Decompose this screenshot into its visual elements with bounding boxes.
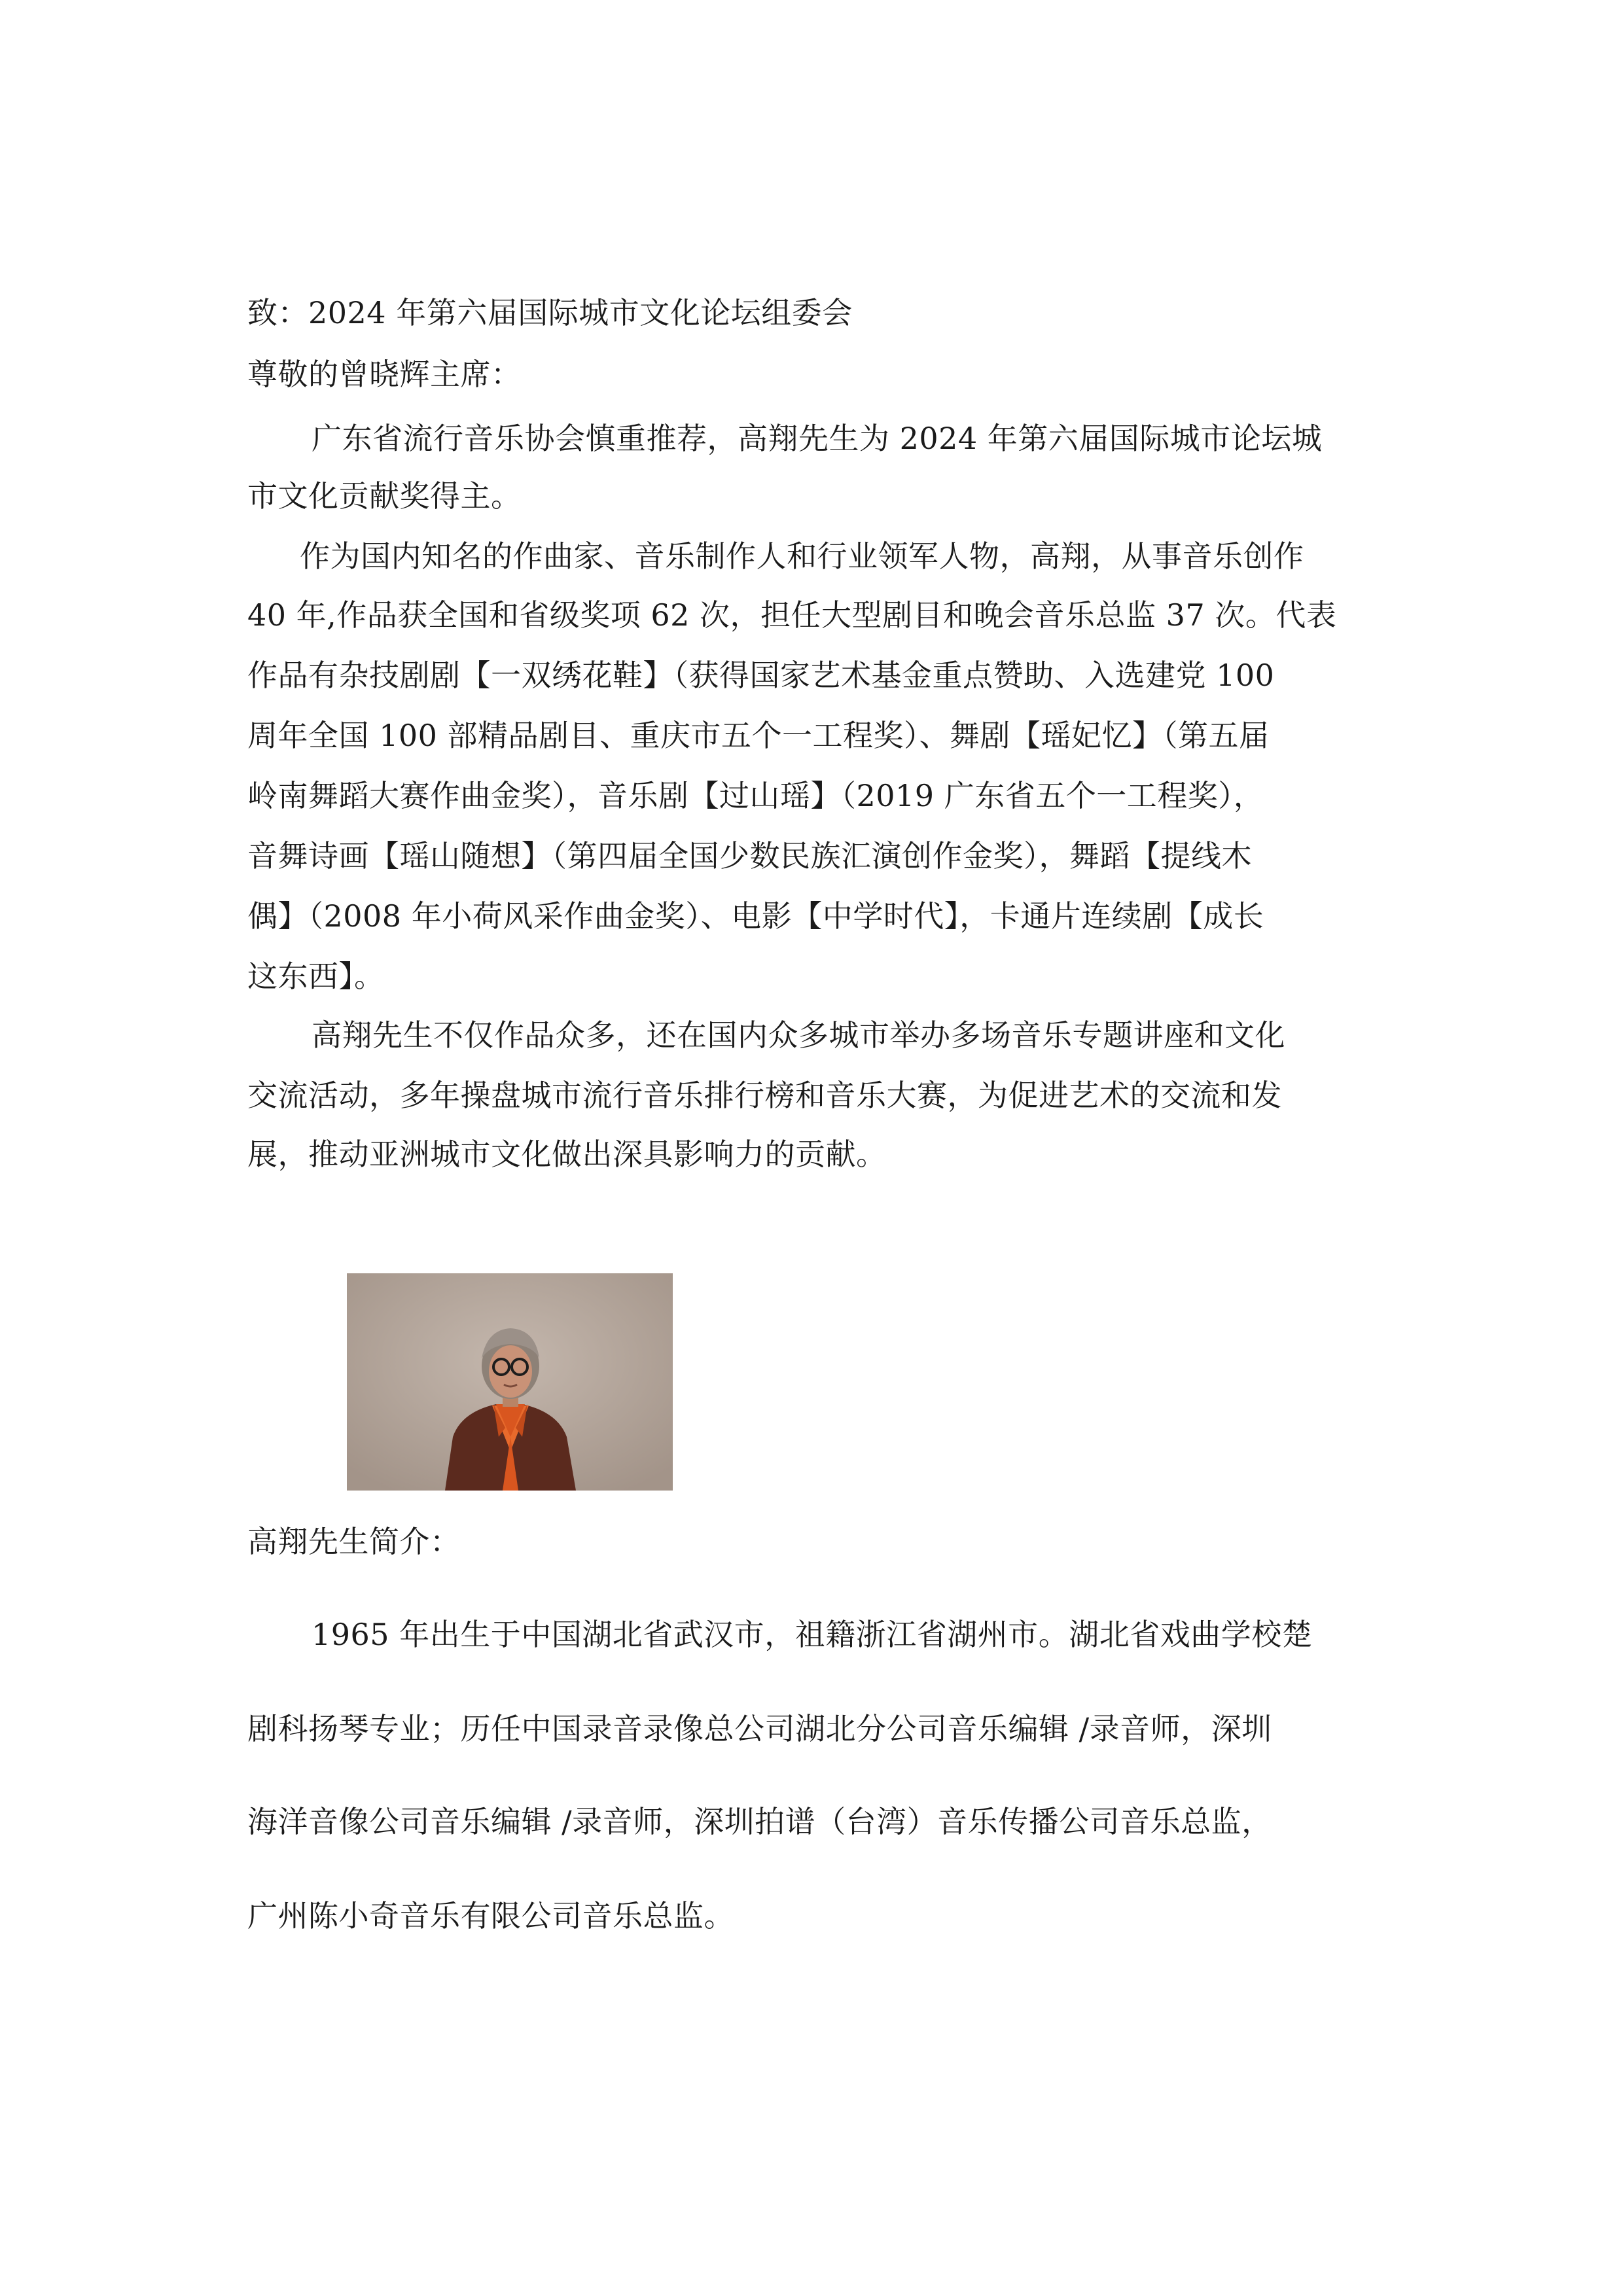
achievements-line: 周年全国 100 部精品剧目、重庆市五个一工程奖）、舞剧【瑶妃忆】（第五届 bbox=[247, 718, 1270, 753]
achievements-line: 偶】（2008 年小荷风采作曲金奖）、电影【中学时代】，卡通片连续剧【成长 bbox=[247, 898, 1264, 934]
achievements-line: 40 年,作品获全国和省级奖项 62 次，担任大型剧目和晚会音乐总监 37 次。代表 bbox=[247, 597, 1337, 633]
bio-line: 1965 年出生于中国湖北省武汉市，祖籍浙江省湖州市。湖北省戏曲学校楚 bbox=[312, 1617, 1313, 1652]
portrait-illustration bbox=[347, 1273, 673, 1491]
portrait-photo bbox=[347, 1273, 673, 1491]
bio-line: 剧科扬琴专业；历任中国录音录像总公司湖北分公司音乐编辑 /录音师，深圳 bbox=[247, 1711, 1272, 1746]
contributions-line: 展，推动亚洲城市文化做出深具影响力的贡献。 bbox=[247, 1137, 887, 1172]
achievements-line: 岭南舞蹈大赛作曲金奖），音乐剧【过山瑶】（2019 广东省五个一工程奖）， bbox=[247, 778, 1264, 813]
bio-line: 海洋音像公司音乐编辑 /录音师，深圳拍谱（台湾）音乐传播公司音乐总监， bbox=[247, 1804, 1272, 1839]
achievements-line: 音舞诗画【瑶山随想】（第四届全国少数民族汇演创作金奖），舞蹈【提线木 bbox=[247, 838, 1252, 874]
recommendation-line: 广东省流行音乐协会慎重推荐，高翔先生为 2024 年第六届国际城市论坛城 bbox=[312, 421, 1323, 456]
salutation: 尊敬的曾晓辉主席： bbox=[247, 357, 522, 392]
achievements-line: 这东西】。 bbox=[247, 959, 385, 994]
profile-heading: 高翔先生简介： bbox=[247, 1524, 461, 1559]
recommendation-line: 市文化贡献奖得主。 bbox=[247, 478, 522, 514]
achievements-line: 作品有杂技剧剧【一双绣花鞋】（获得国家艺术基金重点赞助、入选建党 100 bbox=[247, 658, 1275, 693]
addressee: 致：2024 年第六届国际城市文化论坛组委会 bbox=[247, 295, 853, 330]
contributions-line: 交流活动，多年操盘城市流行音乐排行榜和音乐大赛，为促进艺术的交流和发 bbox=[247, 1078, 1282, 1113]
bio-line: 广州陈小奇音乐有限公司音乐总监。 bbox=[247, 1898, 734, 1934]
contributions-line: 高翔先生不仅作品众多，还在国内众多城市举办多场音乐专题讲座和文化 bbox=[312, 1017, 1285, 1053]
achievements-line: 作为国内知名的作曲家、音乐制作人和行业领军人物，高翔，从事音乐创作 bbox=[300, 539, 1304, 574]
